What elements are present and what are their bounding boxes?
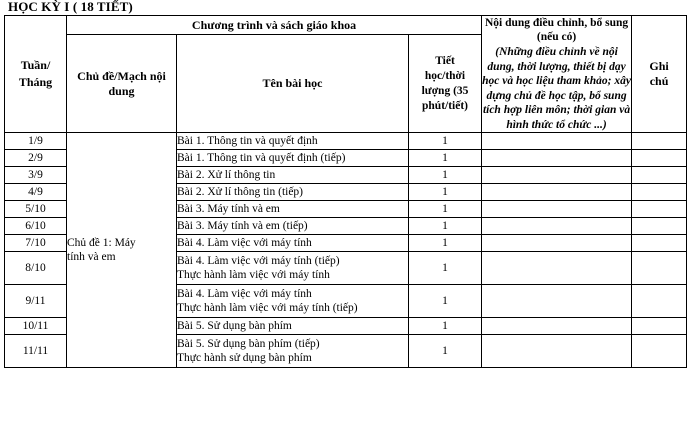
- cell-lesson: [177, 235, 409, 252]
- table-head: [5, 16, 687, 133]
- cell-note: [632, 335, 687, 368]
- cell-adjustment: [482, 201, 632, 218]
- period-header-line4: phút/tiết): [422, 99, 469, 112]
- topic-line-2: tính và em: [67, 251, 116, 263]
- cell-adjustment: [482, 252, 632, 285]
- note-header-line1: Ghi: [649, 59, 669, 73]
- cell-week: 6/10: [5, 218, 67, 235]
- cell-adjustment: [482, 167, 632, 184]
- cell-note: [632, 150, 687, 167]
- cell-lesson: [177, 335, 409, 368]
- cell-period-count: 1: [409, 218, 482, 235]
- note-header-line2: chú: [649, 74, 669, 88]
- cell-period-count: 1: [409, 150, 482, 167]
- column-header-topic: Chủ đề/Mạch nội dung: [67, 35, 177, 133]
- cell-adjustment: [482, 218, 632, 235]
- adjust-header-italic: (Những điều chỉnh về nội dung, thời lượng, thiết bị dạy học và học liệu tham khảo; xây dựng chủ đề học tập, bổ sung tích hợp liên môn; thời gian và hình thức tổ chức ...): [482, 46, 631, 131]
- cell-note: [632, 133, 687, 150]
- table-row: [5, 133, 687, 150]
- cell-lesson: [177, 133, 409, 150]
- cell-week: 3/9: [5, 167, 67, 184]
- lesson-line-1: Bài 2. Xử lí thông tin (tiếp): [177, 186, 304, 198]
- cell-note: [632, 201, 687, 218]
- lesson-line-1: Bài 1. Thông tin và quyết định: [177, 135, 318, 147]
- cell-week: 5/10: [5, 201, 67, 218]
- cell-lesson: [177, 150, 409, 167]
- cell-period-count: 1: [409, 235, 482, 252]
- header-row-top: [5, 16, 687, 35]
- lesson-line-2: Thực hành làm việc với máy tính (tiếp): [177, 302, 358, 314]
- cell-adjustment: [482, 133, 632, 150]
- cell-adjustment: [482, 318, 632, 335]
- week-header-line2: Tháng: [18, 75, 53, 89]
- cell-week: 1/9: [5, 133, 67, 150]
- column-header-adjustments: [482, 16, 632, 133]
- cell-week: 9/11: [5, 285, 67, 318]
- cell-period-count: 1: [409, 184, 482, 201]
- cell-period-count: 1: [409, 167, 482, 184]
- cell-lesson: [177, 184, 409, 201]
- cell-adjustment: [482, 150, 632, 167]
- column-header-lesson: Tên bài học: [177, 35, 409, 133]
- lesson-line-1: Bài 1. Thông tin và quyết định (tiếp): [177, 152, 346, 164]
- cell-period-count: 1: [409, 285, 482, 318]
- cell-period-count: 1: [409, 252, 482, 285]
- cell-note: [632, 318, 687, 335]
- cell-adjustment: [482, 285, 632, 318]
- lesson-line-1: Bài 4. Làm việc với máy tính (tiếp): [177, 255, 340, 267]
- curriculum-plan-table: [4, 15, 687, 368]
- lesson-line-1: Bài 5. Sử dụng bàn phím: [177, 320, 292, 332]
- column-header-period: [409, 35, 482, 133]
- lesson-line-1: Bài 5. Sử dụng bàn phím (tiếp): [177, 338, 320, 350]
- cell-lesson: [177, 318, 409, 335]
- cell-note: [632, 167, 687, 184]
- column-header-program-group: Chương trình và sách giáo khoa: [67, 16, 482, 35]
- cell-lesson: [177, 218, 409, 235]
- cell-lesson: [177, 252, 409, 285]
- period-header-line3: lượng (35: [421, 84, 469, 97]
- cell-lesson: [177, 201, 409, 218]
- lesson-line-1: Bài 4. Làm việc với máy tính: [177, 288, 312, 300]
- lesson-line-2: Thực hành làm việc với máy tính: [177, 269, 330, 281]
- cell-period-count: 1: [409, 133, 482, 150]
- adjust-header-bold: Nội dung điều chỉnh, bổ sung (nếu có): [484, 17, 629, 43]
- lesson-line-1: Bài 3. Máy tính và em (tiếp): [177, 220, 308, 232]
- lesson-line-2: Thực hành sử dụng bàn phím: [177, 352, 312, 364]
- cell-note: [632, 285, 687, 318]
- cell-adjustment: [482, 184, 632, 201]
- period-header-line2: học/thời: [424, 69, 466, 82]
- cell-week: 11/11: [5, 335, 67, 368]
- cell-adjustment: [482, 335, 632, 368]
- cell-period-count: 1: [409, 335, 482, 368]
- table-body: [5, 133, 687, 368]
- cell-adjustment: [482, 235, 632, 252]
- topic-line-1: Chủ đề 1: Máy: [67, 237, 136, 249]
- column-header-note: [632, 16, 687, 133]
- cell-week: 7/10: [5, 235, 67, 252]
- cell-lesson: [177, 285, 409, 318]
- page-title: HỌC KỲ I ( 18 TIẾT): [8, 0, 133, 14]
- lesson-line-1: Bài 2. Xử lí thông tin: [177, 169, 276, 181]
- cell-period-count: 1: [409, 201, 482, 218]
- cell-note: [632, 218, 687, 235]
- lesson-line-1: Bài 3. Máy tính và em: [177, 203, 280, 215]
- cell-week: 4/9: [5, 184, 67, 201]
- cell-topic-group: [67, 133, 177, 368]
- cell-week: 8/10: [5, 252, 67, 285]
- cell-note: [632, 252, 687, 285]
- week-header-line1: Tuần/: [20, 58, 51, 72]
- cell-note: [632, 235, 687, 252]
- lesson-line-1: Bài 4. Làm việc với máy tính: [177, 237, 312, 249]
- column-header-week: [5, 16, 67, 133]
- cell-week: 10/11: [5, 318, 67, 335]
- period-header-line1: Tiết: [435, 54, 455, 67]
- cell-note: [632, 184, 687, 201]
- cell-week: 2/9: [5, 150, 67, 167]
- cell-period-count: 1: [409, 318, 482, 335]
- cell-lesson: [177, 167, 409, 184]
